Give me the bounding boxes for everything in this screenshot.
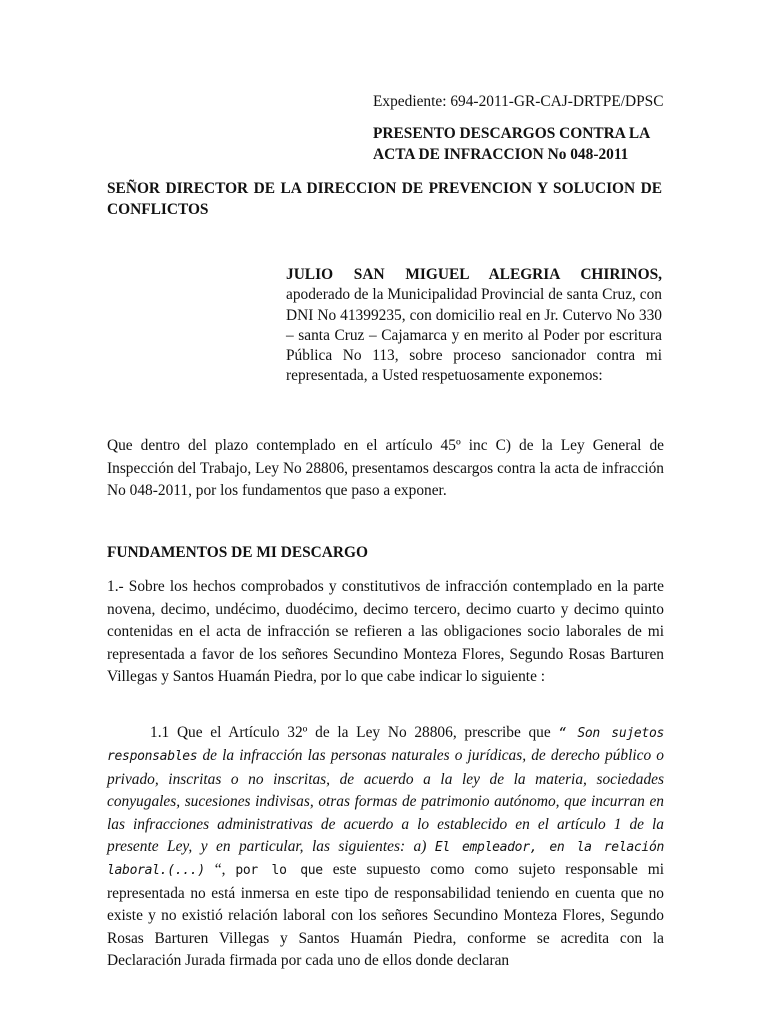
quote-close: “, (204, 861, 236, 879)
quote-open: “ Son sujetos responsables (107, 726, 664, 765)
quote-mono: El empleador, en la relación laboral.(...) (107, 840, 664, 879)
section-title: FUNDAMENTOS DE MI DESCARGO (107, 544, 368, 561)
petitioner-paragraph (286, 265, 662, 387)
intro-paragraph: Que dentro del plazo contemplado en el artículo 45º inc C) de la Ley General de Inspección del Trabajo, Ley No 28806, presentamos descargos contra la acta de infracción No 048-2011, por los fundamentos que paso a exponer. (107, 437, 664, 499)
expediente-number: Expediente: 694-2011-GR-CAJ-DRTPE/DPSC (373, 93, 664, 110)
por-lo-que: por lo que (235, 863, 323, 879)
subject-line-1: PRESENTO DESCARGOS CONTRA LA (373, 125, 651, 142)
paragraph-1-1-rest: este supuesto como como sujeto responsable mi representada no está inmersa en este tipo de responsabilidad teniendo en cuenta que no existe y no existió relación laboral con los señores Secundino Monteza Flores, Segundo Rosas Barturen Villegas y Santos Huamán Piedra, conforme se acredita con la Declaración Jurada firmada por cada uno de ellos donde declaran (107, 861, 665, 970)
paragraph-1: 1.- Sobre los hechos comprobados y constitutivos de infracción contemplado en la parte novena, decimo, undécimo, duodécimo, decimo tercero, decimo cuarto y decimo quinto contenidas en el acta de infracción se refieren a las obligaciones socio laborales de mi representada a favor de los señores Secundino Monteza Flores, Segundo Rosas Barturen Villegas y Santos Huamán Piedra, por lo que cabe indicar lo siguiente : (107, 578, 664, 685)
paragraph-1-1-lead: 1.1 Que el Artículo 32º de la Ley No 28806, prescribe que (150, 724, 559, 741)
petitioner-text: apoderado de la Municipalidad Provincial de santa Cruz, con DNI No 41399235, con domicilio real en Jr. Cutervo No 330 – santa Cruz – Cajamarca y en merito al Poder por escritura Pública No 113, sobre proceso sancionador contra mi representada, a Usted respetuosamente exponemos: (286, 286, 662, 385)
subject-line-2: ACTA DE INFRACCION No 048-2011 (373, 145, 629, 163)
quote-body: de la infracción las personas naturales o jurídicas, de derecho público o privado, inscritas o no inscritas, de acuerdo a la ley de la materia, sociedades conyugales, sucesiones indivisas, otras formas de patrimonio autónomo, que incurran en las infracciones administrativas de acuerdo a lo establecido en el artículo 1 de la presente Ley, y en particular, las siguientes: a) (107, 747, 664, 856)
petitioner-name: JULIO SAN MIGUEL ALEGRIA CHIRINOS, (286, 266, 662, 283)
addressee-heading: SEÑOR DIRECTOR DE LA DIRECCION DE PREVENCION Y SOLUCION DE CONFLICTOS (107, 180, 662, 218)
document-subject (373, 124, 673, 165)
paragraph-1-1 (107, 722, 664, 972)
